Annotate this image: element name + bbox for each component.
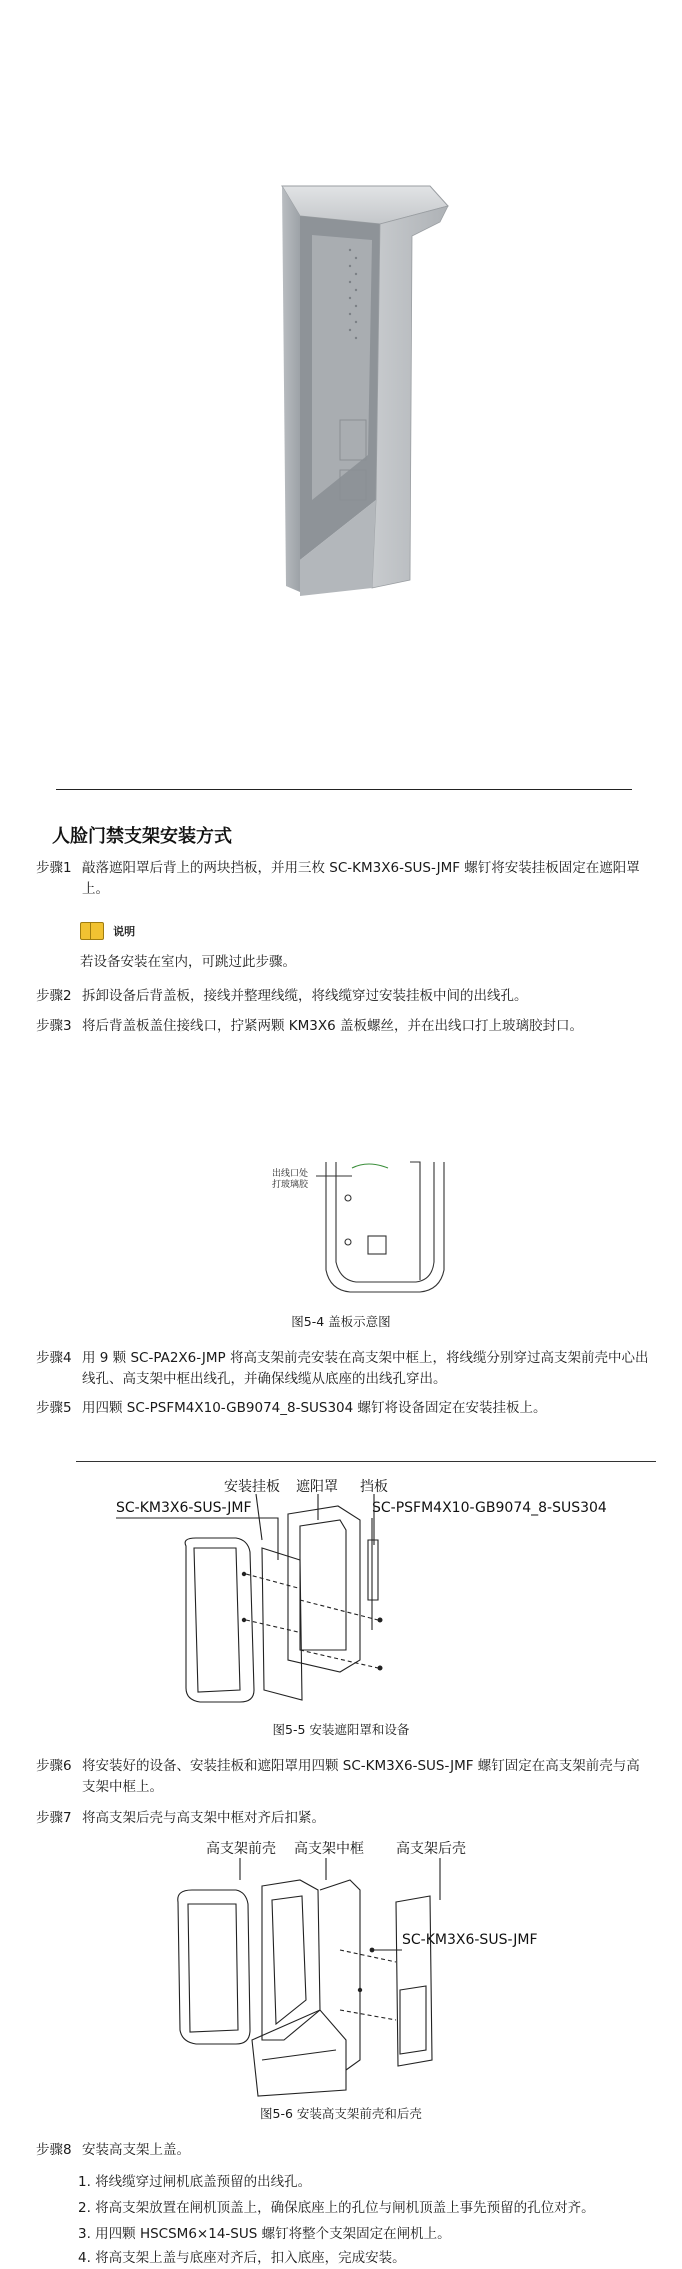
- step-text: 安装高支架上盖。: [82, 2142, 190, 2158]
- step-label: 步骤4: [36, 1350, 72, 1366]
- step-text: 将安装好的设备、安装挂板和遮阳罩用四颗 SC-KM3X6-SUS-JMF 螺钉固定在高支架前壳与高支架中框上。: [82, 1758, 640, 1795]
- fig6-label-mid-frame: 高支架中框: [294, 1841, 364, 1857]
- step8-item-1: 1. 将线缆穿过闸机底盖预留的出线孔。: [78, 2174, 312, 2190]
- fig6-caption: 图5-6 安装高支架前壳和后壳: [260, 2106, 422, 2121]
- step8-item-2: 2. 将高支架放置在闸机顶盖上，确保底座上的孔位与闸机顶盖上事先预留的孔位对齐。: [78, 2200, 595, 2216]
- fig6-label-back-shell: 高支架后壳: [396, 1841, 466, 1857]
- step-text: 用四颗 SC-PSFM4X10-GB9074_8-SUS304 螺钉将设备固定在安装挂板上。: [82, 1400, 547, 1416]
- step-label: 步骤5: [36, 1400, 72, 1416]
- fig5-label-screw-left: SC-KM3X6-SUS-JMF: [116, 1500, 252, 1516]
- step8-item-4: 4. 将高支架上盖与底座对齐后，扣入底座，完成安装。: [78, 2250, 406, 2266]
- step-text: 敲落遮阳罩后背上的两块挡板，并用三枚 SC-KM3X6-SUS-JMF 螺钉将安装挂板固定在遮阳罩上。: [82, 860, 640, 897]
- note-text: 若设备安装在室内，可跳过此步骤。: [80, 954, 296, 970]
- step-text: 用 9 颗 SC-PA2X6-JMP 将高支架前壳安装在高支架中框上，将线缆分别穿过高支架前壳中心出线孔、高支架中框出线孔，并确保线缆从底座的出线孔穿出。: [82, 1350, 649, 1387]
- step-text: 将高支架后壳与高支架中框对齐后扣紧。: [82, 1810, 325, 1826]
- step-label: 步骤1: [36, 860, 72, 876]
- note-title: 说明: [113, 924, 136, 938]
- step8-item-3: 3. 用四颗 HSCSM6×14-SUS 螺钉将整个支架固定在闸机上。: [78, 2226, 451, 2242]
- step-label: 步骤6: [36, 1758, 72, 1774]
- step-8: [36, 2140, 656, 2161]
- fig6-label-front-shell: 高支架前壳: [206, 1841, 276, 1857]
- step-label: 步骤2: [36, 988, 72, 1004]
- fig5-label-baffle: 挡板: [360, 1479, 388, 1495]
- fig5-label-mount-plate: 安装挂板: [224, 1479, 280, 1495]
- fig4-callout: 出线口处 打玻璃胶: [272, 1169, 309, 1190]
- fig4-caption: 图5-4 盖板示意图: [291, 1314, 391, 1329]
- fig6-label-screw: SC-KM3X6-SUS-JMF: [402, 1932, 538, 1948]
- step-text: 将后背盖板盖住接线口，拧紧两颗 KM3X6 盖板螺丝，并在出线口打上玻璃胶封口。: [82, 1018, 584, 1034]
- fig5-label-sunshade: 遮阳罩: [296, 1479, 338, 1495]
- step-label: 步骤3: [36, 1018, 72, 1034]
- step-text: 拆卸设备后背盖板，接线并整理线缆，将线缆穿过安装挂板中间的出线孔。: [82, 988, 528, 1004]
- fig5-caption: 图5-5 安装遮阳罩和设备: [272, 1722, 410, 1737]
- section-title: 人脸门禁支架安装方式: [52, 826, 232, 847]
- step-label: 步骤7: [36, 1810, 72, 1826]
- step-label: 步骤8: [36, 2142, 72, 2158]
- fig5-label-screw-right: SC-PSFM4X10-GB9074_8-SUS304: [372, 1500, 607, 1516]
